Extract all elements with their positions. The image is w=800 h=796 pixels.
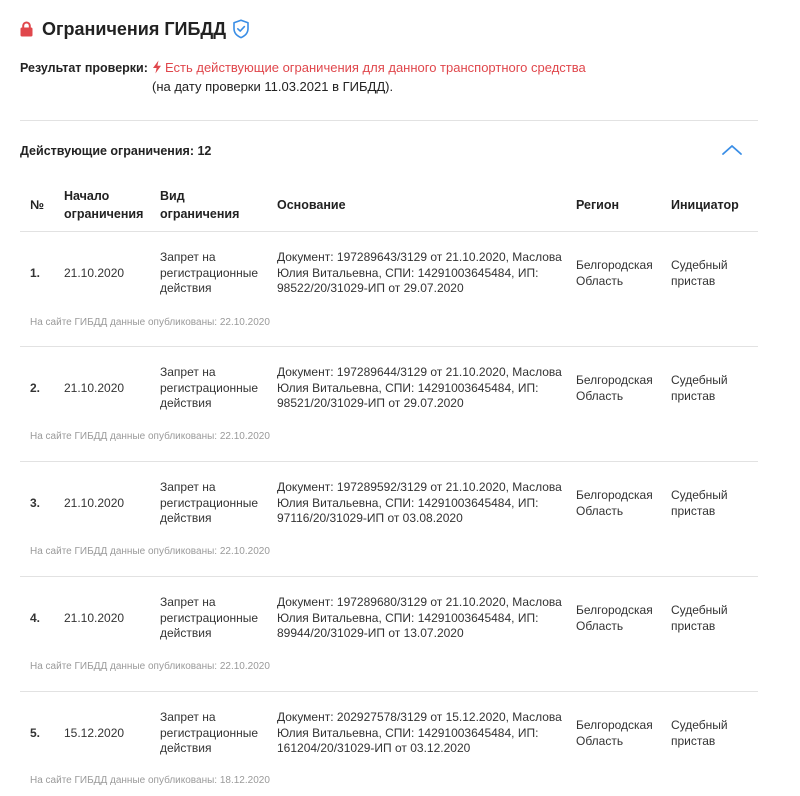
table-row [20, 577, 758, 692]
row-type: Запрет на регистрационные действия [160, 480, 259, 525]
row-published-date: На сайте ГИБДД данные опубликованы: 22.10.2020 [30, 546, 270, 557]
col-num-header: № [30, 198, 44, 212]
row-type: Запрет на регистрационные действия [160, 710, 259, 755]
result-date-note: (на дату проверки 11.03.2021 в ГИБДД). [152, 79, 394, 94]
row-initiator: Судебный пристав [671, 603, 728, 633]
row-basis: Документ: 197289680/3129 от 21.10.2020, Маслова Юлия Витальевна, СПИ: 14291003645484, ИП: 89944/20/31029-ИП от 13.07.2020 [277, 595, 562, 640]
row-initiator: Судебный пристав [671, 258, 728, 288]
shield-check-icon[interactable] [232, 19, 250, 39]
table-row [20, 462, 758, 577]
row-published-date: На сайте ГИБДД данные опубликованы: 22.10.2020 [30, 661, 270, 672]
row-published-date: На сайте ГИБДД данные опубликованы: 22.10.2020 [30, 317, 270, 328]
row-initiator: Судебный пристав [671, 718, 728, 748]
lightning-icon [152, 60, 162, 77]
row-start-date: 15.12.2020 [64, 726, 125, 740]
row-initiator: Судебный пристав [671, 488, 728, 518]
divider [20, 120, 758, 121]
row-region: Белгородская Область [576, 603, 653, 633]
row-published-date: На сайте ГИБДД данные опубликованы: 18.12.2020 [30, 775, 270, 786]
row-number: 3. [30, 496, 41, 510]
row-number: 1. [30, 266, 41, 280]
row-basis: Документ: 202927578/3129 от 15.12.2020, Маслова Юлия Витальевна, СПИ: 14291003645484, ИП: 161204/20/31029-ИП от 03.12.2020 [277, 710, 562, 755]
row-region: Белгородская Область [576, 373, 653, 403]
row-region: Белгородская Область [576, 718, 653, 748]
page-title: Ограничения ГИБДД [42, 18, 227, 39]
lock-icon [20, 21, 33, 37]
row-start-date: 21.10.2020 [64, 266, 125, 280]
row-type: Запрет на регистрационные действия [160, 595, 259, 640]
col-type-header: Вид ограничения [160, 189, 240, 221]
row-start-date: 21.10.2020 [64, 611, 125, 625]
row-published-date: На сайте ГИБДД данные опубликованы: 22.10.2020 [30, 431, 270, 442]
col-start-header: Начало ограничения [64, 189, 144, 221]
chevron-up-icon[interactable] [720, 141, 744, 159]
row-initiator: Судебный пристав [671, 373, 728, 403]
row-type: Запрет на регистрационные действия [160, 250, 259, 295]
row-number: 5. [30, 726, 41, 740]
row-number: 4. [30, 611, 41, 625]
row-region: Белгородская Область [576, 258, 653, 288]
result-status: Есть действующие ограничения для данного транспортного средства [165, 60, 586, 75]
table-row [20, 347, 758, 462]
row-type: Запрет на регистрационные действия [160, 365, 259, 410]
row-start-date: 21.10.2020 [64, 381, 125, 395]
row-number: 2. [30, 381, 41, 395]
table-row [20, 232, 758, 347]
table-row [20, 692, 758, 796]
col-initiator-header: Инициатор [671, 198, 739, 212]
section-header [20, 16, 250, 42]
col-region-header: Регион [576, 198, 620, 212]
table-header [20, 183, 758, 231]
restrictions-count: Действующие ограничения: 12 [20, 144, 212, 158]
row-basis: Документ: 197289644/3129 от 21.10.2020, Маслова Юлия Витальевна, СПИ: 14291003645484, ИП: 98521/20/31029-ИП от 29.07.2020 [277, 365, 562, 410]
col-basis-header: Основание [277, 198, 346, 212]
row-basis: Документ: 197289592/3129 от 21.10.2020, Маслова Юлия Витальевна, СПИ: 14291003645484, ИП: 97116/20/31029-ИП от 03.08.2020 [277, 480, 562, 525]
result-label: Результат проверки: [20, 61, 148, 75]
row-basis: Документ: 197289643/3129 от 21.10.2020, Маслова Юлия Витальевна, СПИ: 14291003645484, ИП: 98522/20/31029-ИП от 29.07.2020 [277, 250, 562, 295]
row-start-date: 21.10.2020 [64, 496, 125, 510]
row-region: Белгородская Область [576, 488, 653, 518]
